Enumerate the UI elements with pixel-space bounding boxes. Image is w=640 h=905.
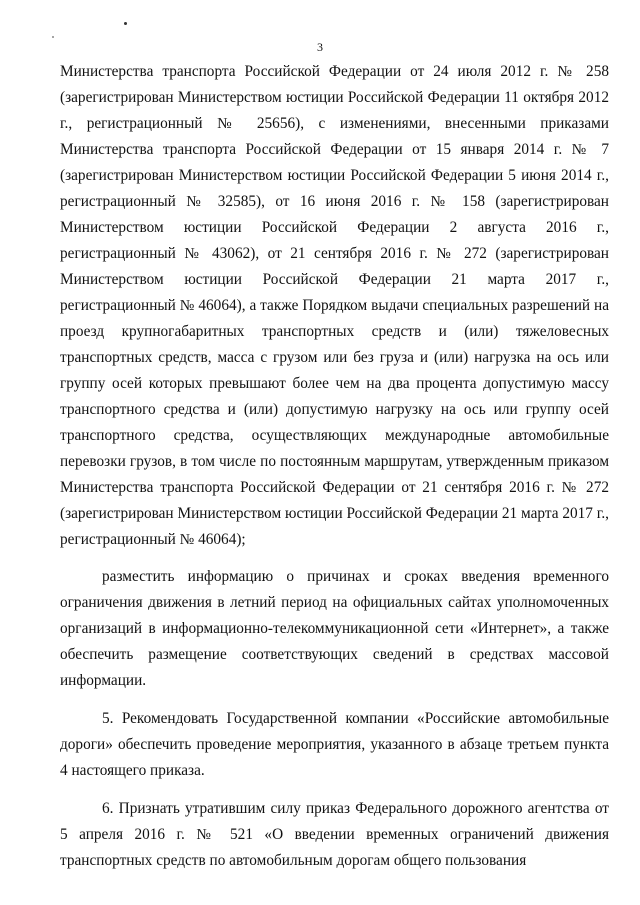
scan-speck [124, 22, 127, 25]
paragraph-item-6: 6. Признать утратившим силу приказ Федерального дорожного агентства от 5 апреля 2016 г. № 521 «О введении временных ограничений движения транспортных средств по автомобильным дорогам общего пользования [60, 800, 609, 869]
paragraph-item-5: 5. Рекомендовать Государственной компании «Российские автомобильные дороги» обеспечить проведение мероприятия, указанного в абзаце третьем пункта 4 настоящего приказа. [60, 710, 609, 779]
paragraph-continuation: Министерства транспорта Российской Федерации от 24 июля 2012 г. № 258 (зарегистрирован Министерством юстиции Российской Федерации 11 октября 2012 г., регистрационный № 25656), с изменениями, внесенными приказами Министерства транспорта Российской Федерации от 15 января 2014 г. № 7 (зарегистрирован Министерством юстиции Российской Федерации 5 июня 2014 г., регистрационный № 32585), от 16 июня 2016 г. № 158 (зарегистрирован Министерством юстиции Российской Федерации 2 августа 2016 г., регистрационный № 43062), от 21 сентября 2016 г. № 272 (зарегистрирован Министерством юстиции Российской Федерации 21 марта 2017 г., регистрационный № 46064), а также Порядком выдачи специальных разрешений на проезд крупногабаритных транспортных средств и (или) тяжеловесных транспортных средств, масса с грузом или без груза и (или) нагрузка на ось или группу осей которых превышают более чем на два процента допустимую массу транспортного средства и (или) допустимую нагрузку на ось или группу осей транспортного средства, осуществляющих международные автомобильные перевозки грузов, в том числе по постоянным маршрутам, утвержденным приказом Министерства транспорта Российской Федерации от 21 сентября 2016 г. № 272 (зарегистрирован Министерством юстиции Российской Федерации 21 марта 2017 г., регистрационный № 46064); [60, 63, 609, 548]
paragraph-publish-info: разместить информацию о причинах и сроках введения временного ограничения движения в летний период на официальных сайтах уполномоченных организаций в информационно-телекоммуникационной сети «Интернет», а также обеспечить размещение соответствующих сведений в средствах массовой информации. [60, 568, 609, 689]
page-number: 3 [317, 40, 323, 54]
document-body [60, 59, 609, 874]
scan-speck [52, 36, 54, 38]
